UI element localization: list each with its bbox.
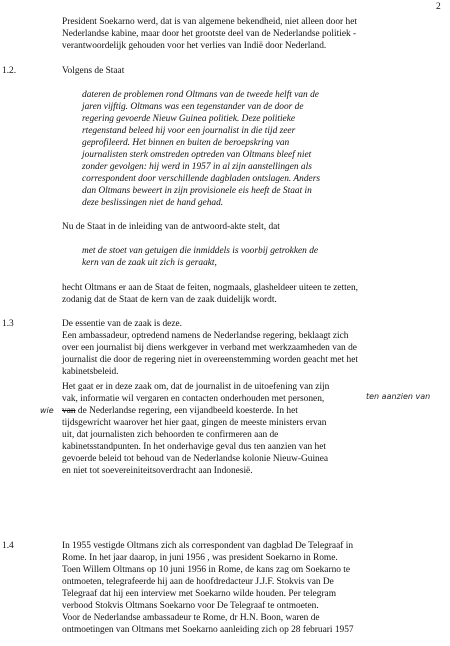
text-line: Telegraaf dat hij een interview met Soekarno wilde houden. Per telegram xyxy=(62,589,336,599)
text-line: ontmoeten, telegrafeerde hij aan de hoofdredacteur J.J.F. Stokvis van De xyxy=(62,577,334,587)
quote-line: journalisten sterk omstreden optreden van Oltmans bleef niet xyxy=(82,150,312,160)
text-line xyxy=(62,406,298,417)
text-line: hecht Oltmans er aan de Staat de feiten, nogmaals, glasheldeer uiteen te zetten, xyxy=(62,283,358,293)
text-line: Voor de Nederlandse ambassadeur te Rome, dr H.N. Boon, waren de xyxy=(62,613,320,623)
section-heading: Volgens de Staat xyxy=(62,66,125,76)
handwritten-annotation: wie xyxy=(40,406,54,415)
text-line: President Soekarno werd, dat is van algemene bekendheid, niet alleen door het xyxy=(62,17,357,27)
handwritten-annotation: ten aanzien van xyxy=(366,392,431,401)
text-line: vak, informatie wil vergaren en contacten onderhouden met personen, xyxy=(62,394,325,404)
section-number: 1.2. xyxy=(2,66,17,76)
text-fragment: de Nederlandse regering, een vijandbeeld koesterde. In het xyxy=(75,406,298,416)
quote-line: geprofileerd. Het binnen en buiten de beroepskring van xyxy=(82,138,290,148)
quote-line: regering gevoerde Nieuw Guinea politiek. Deze politieke xyxy=(82,114,296,124)
text-line: kabinetsbeleid. xyxy=(62,367,119,377)
quote-line: dateren de problemen rond Oltmans van de tweede helft van de xyxy=(82,90,319,100)
text-line: journalist die door de regering niet in overeenstemming worden geacht met het xyxy=(62,355,358,365)
quote-line: rtegenstand beleed hij voor een journalist in die tijd zeer xyxy=(82,126,296,136)
struck-word: van xyxy=(62,406,76,416)
text-line: Toen Willem Oltmans op 10 juni 1956 in Rome, de kans zag om Soekarno te xyxy=(62,565,351,575)
text-line: kabinetsstandpunten. In het onderhavige geval dus ten aanzien van het xyxy=(62,442,326,452)
quote-line: met de stoet van getuigen die inmiddels is voorbij getrokken de xyxy=(82,246,319,256)
page-number: 2 xyxy=(436,2,441,12)
text-line: Nederlandse kabine, maar door het grootste deel van de Nederlandse politiek - xyxy=(62,29,357,39)
text-line: uit, dat journalisten zich behoorden te confirmeren aan de xyxy=(62,430,279,440)
text-line: verbood Stokvis Oltmans Soekarno voor De Telegraaf te ontmoeten. xyxy=(62,601,319,611)
text-line: Rome. In het jaar daarop, in juni 1956 , was president Soekarno in Rome. xyxy=(62,553,338,563)
quote-line: correspondent door verschillende dagbladen ontslagen. Anders xyxy=(82,174,320,184)
text-line: gevoerde beleid tot behoud van de Nederlandse kolonie Nieuw-Guinea xyxy=(62,454,329,464)
text-line: In 1955 vestigde Oltmans zich als correspondent van dagblad De Telegraaf in xyxy=(62,541,354,551)
quote-line: zonder gevolgen: hij werd in 1957 in al zijn aanstellingen als xyxy=(82,162,312,172)
text-line: en niet tot soevereiniteitsoverdracht aan Indonesië. xyxy=(62,466,253,476)
section-number: 1.4 xyxy=(2,541,14,551)
quote-line: kern van de zaak uit zich is geraakt, xyxy=(82,258,217,268)
quote-line: jaren vijftig. Oltmans was een tegenstander van de door de xyxy=(82,102,304,112)
text-line: Nu de Staat in de inleiding van de antwoord-akte stelt, dat xyxy=(62,222,280,232)
text-line: De essentie van de zaak is deze. xyxy=(62,319,182,329)
quote-line: dan Oltmans beweert in zijn provisionele eis heeft de Staat in xyxy=(82,186,312,196)
text-line: zodanig dat de Staat de kern van de zaak duidelijk wordt. xyxy=(62,295,277,305)
quote-line: deze beslissingen niet de hand gehad. xyxy=(82,198,224,208)
text-line: Het gaat er in deze zaak om, dat de journalist in de uitoefening van zijn xyxy=(62,382,330,392)
text-line: ontmoetingen van Oltmans met Soekarno aanleiding zich op 28 februari 1957 xyxy=(62,625,354,635)
text-line: Een ambassadeur, optredend namens de Nederlandse regering, beklaagt zich xyxy=(62,331,349,341)
text-line: tijdsgewricht waarover het hier gaat, gingen de meeste ministers ervan xyxy=(62,418,327,428)
section-number: 1.3 xyxy=(2,319,14,329)
text-line: verantwoordelijk gehouden voor het verlies van Indië door Nederland. xyxy=(62,41,327,51)
text-line: over een journalist bij diens werkgever in verband met werkzaamheden van de xyxy=(62,343,357,353)
